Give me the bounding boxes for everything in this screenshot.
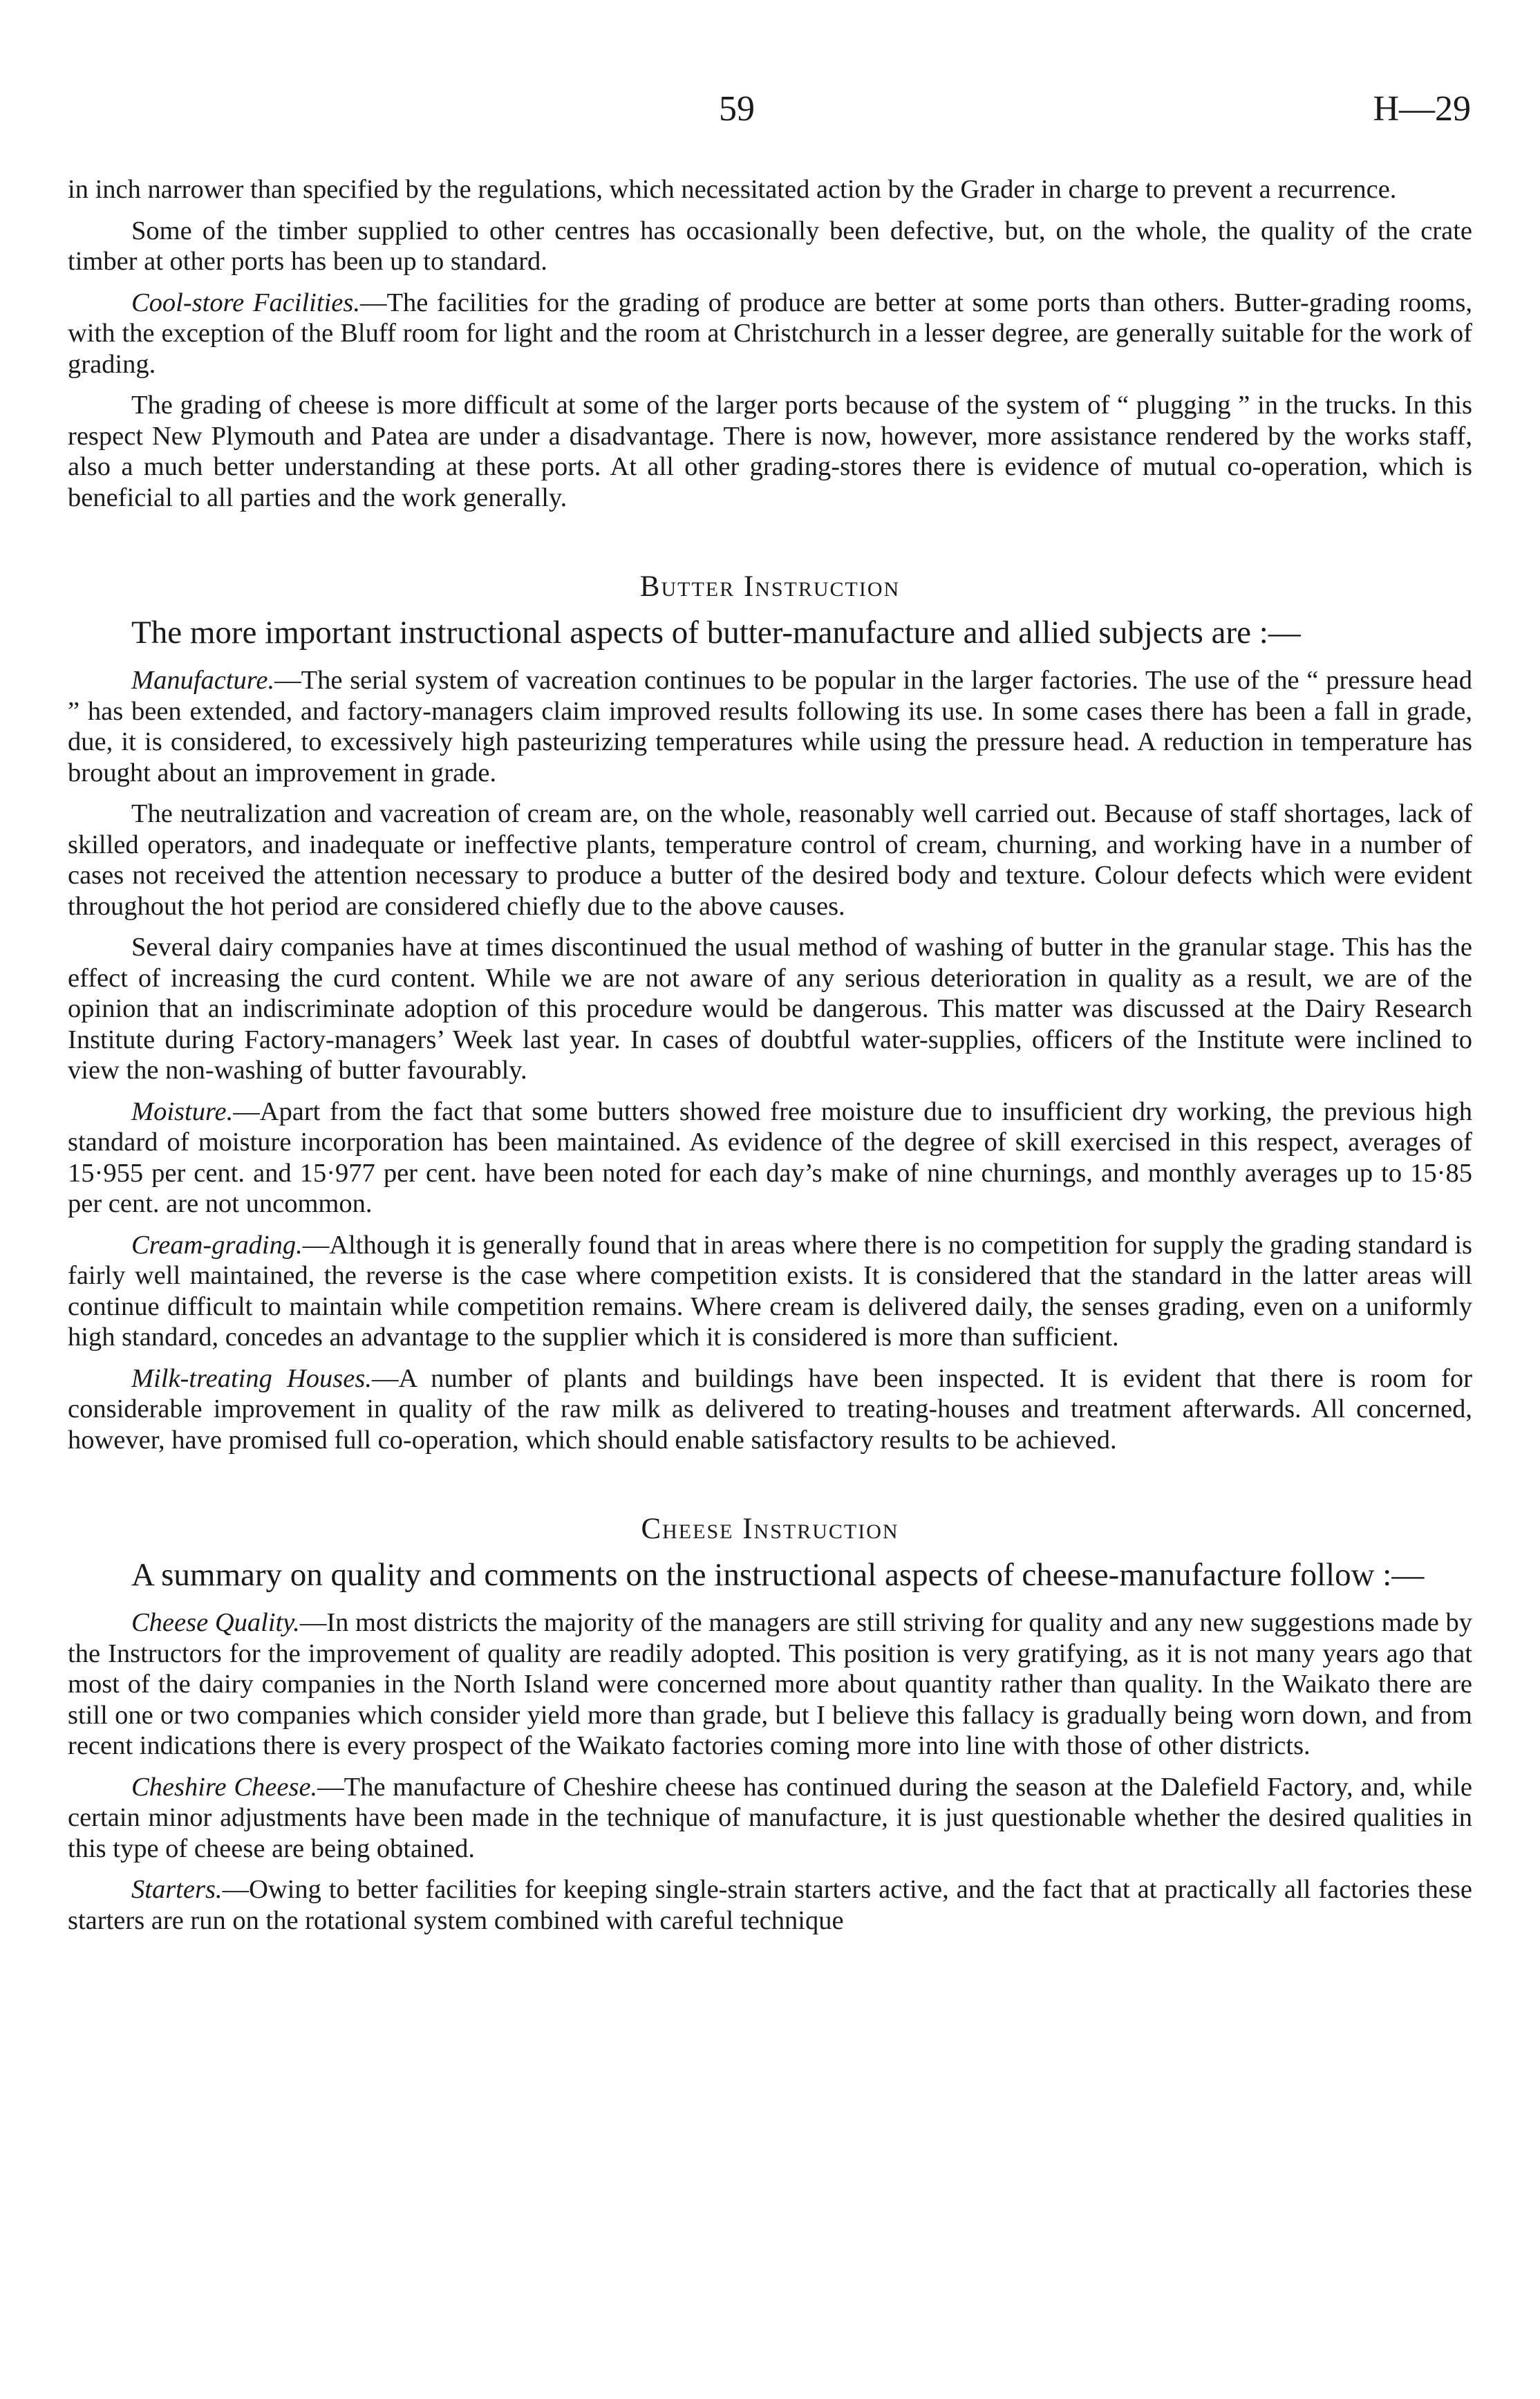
cheese-quality-lead: Cheese Quality. [131,1608,300,1637]
body-text [68,174,1472,1946]
paragraph-continuation: in inch narrower than specified by the regulations, which necessitated action by the Grader in charge to prevent a recurrence. [68,175,1397,204]
cheese-quality-text: —In most districts the majority of the managers are still striving for quality and any new suggestions made by the Instructors for the improvement of quality are readily adopted. This position is very gratifying, as it is not many years ago that most of the dairy companies in the North Island were concerned more about quantity rather than quality. In the Waikato there are still one or two companies which consider yield more than grade, but I believe this fallacy is gradually being worn down, and from recent indications there is every prospect of the Waikato factories coming more into line with those of other districts. [68,1608,1472,1760]
milk-treating-text: —A number of plants and buildings have been inspected. It is evident that there is room for considerable improvement in quality of the raw milk as delivered to treating-houses and treatment afterwards. All concerned, however, have promised full co-operation, which should enable satisfactory results to be achieved. [68,1363,1472,1455]
document-reference: H—29 [1373,89,1471,129]
cool-store-text: —The facilities for the grading of produce are better at some ports than others. Butter-grading rooms, with the exception of the Bluff room for light and the room at Christchurch in a lesser degree, are generally suitable for the work of grading. [68,288,1472,379]
paragraph-milk-treating [68,1363,1472,1456]
cheese-instruction-heading: Cheese Instruction [641,1513,899,1545]
starters-text: —Owing to better facilities for keeping single-strain starters active, and the fact that at practically all factories these starters are run on the rotational system combined with careful technique [68,1875,1472,1935]
butter-intro: The more important instructional aspects of butter-manufacture and allied subjects are :— [131,615,1301,651]
cream-grading-lead: Cream-grading. [131,1230,303,1260]
paragraph-grading-cheese: The grading of cheese is more difficult at some of the larger ports because of the system of “ plugging ” in the trucks. In this respect New Plymouth and Patea are under a disadvantage. There is now, however, more assistance rendered by the works staff, also a much better understanding at these ports. At all other grading-stores there is evidence of mutual co-operation, which is beneficial to all parties and the work generally. [68,391,1472,512]
page-number: 59 [719,89,755,129]
cream-grading-text: —Although it is generally found that in areas where there is no competition for supply the grading standard is fairly well maintained, the reverse is the case where competition exists. It is considered that the standard in the latter areas will continue difficult to maintain while competition remains. Where cream is delivered daily, the senses grading, even on a uniformly high standard, concedes an advantage to the supplier which it is considered is more than sufficient. [68,1230,1472,1352]
butter-instruction-heading: Butter Instruction [639,570,901,603]
paragraph-timber: Some of the timber supplied to other centres has occasionally been defective, but, on the whole, the quality of the crate timber at other ports has been up to standard. [68,216,1472,276]
paragraph-cream-grading [68,1230,1472,1353]
starters-lead: Starters. [131,1875,223,1904]
paragraph-cool-store [68,288,1472,380]
cheshire-cheese-lead: Cheshire Cheese. [131,1772,318,1802]
paragraph-cheese-quality [68,1607,1472,1762]
moisture-lead: Moisture. [131,1096,234,1126]
manufacture-lead: Manufacture. [131,666,275,695]
milk-treating-lead: Milk-treating Houses. [131,1363,372,1393]
paragraph-neutralization: The neutralization and vacreation of cream are, on the whole, reasonably well carried out. Because of staff shortages, lack of skilled operators, and inadequate or ineffective plants, temperature control of cream, churning, and working have in a number of cases not received the attention necessary to produce a butter of the desired body and texture. Colour defects which were evident throughout the hot period are considered chiefly due to the above causes. [68,799,1472,921]
paragraph-cheshire-cheese [68,1772,1472,1865]
cool-store-lead: Cool-store Facilities. [131,288,360,317]
paragraph-manufacture [68,665,1472,788]
paragraph-washing: Several dairy companies have at times discontinued the usual method of washing of butter in the granular stage. This has the effect of increasing the curd content. While we are not aware of any serious deterioration in quality as a result, we are of the opinion that an indiscriminate adoption of this procedure would be dangerous. This matter was discussed at the Dairy Research Institute during Factory-managers’ Week last year. In cases of doubtful water-supplies, officers of the Institute were inclined to view the non-washing of butter favourably. [68,933,1472,1085]
cheese-intro: A summary on quality and comments on the instructional aspects of cheese-manufacture follow :— [131,1557,1425,1593]
paragraph-moisture [68,1096,1472,1220]
moisture-text: —Apart from the fact that some butters showed free moisture due to insufficient dry working, the previous high standard of moisture incorporation has been maintained. As evidence of the degree of skill exercised in this respect, averages of 15·955 per cent. and 15·977 per cent. have been noted for each day’s make of nine churnings, and monthly averages up to 15·85 per cent. are not uncommon. [68,1096,1472,1218]
page-header [0,88,1540,137]
cheshire-cheese-text: —The manufacture of Cheshire cheese has continued during the season at the Dalefield Factory, and, while certain minor adjustments have been made in the technique of manufacture, it is just questionable whether the desired qualities in this type of cheese are being obtained. [68,1772,1472,1863]
manufacture-text: —The serial system of vacreation continues to be popular in the larger factories. The use of the “ pressure head ” has been extended, and factory-managers claim improved results following its use. In some cases there has been a fall in grade, due, it is considered, to excessively high pasteurizing temperatures while using the pressure head. A reduction in temperature has brought about an improvement in grade. [68,666,1472,787]
paragraph-starters [68,1874,1472,1936]
